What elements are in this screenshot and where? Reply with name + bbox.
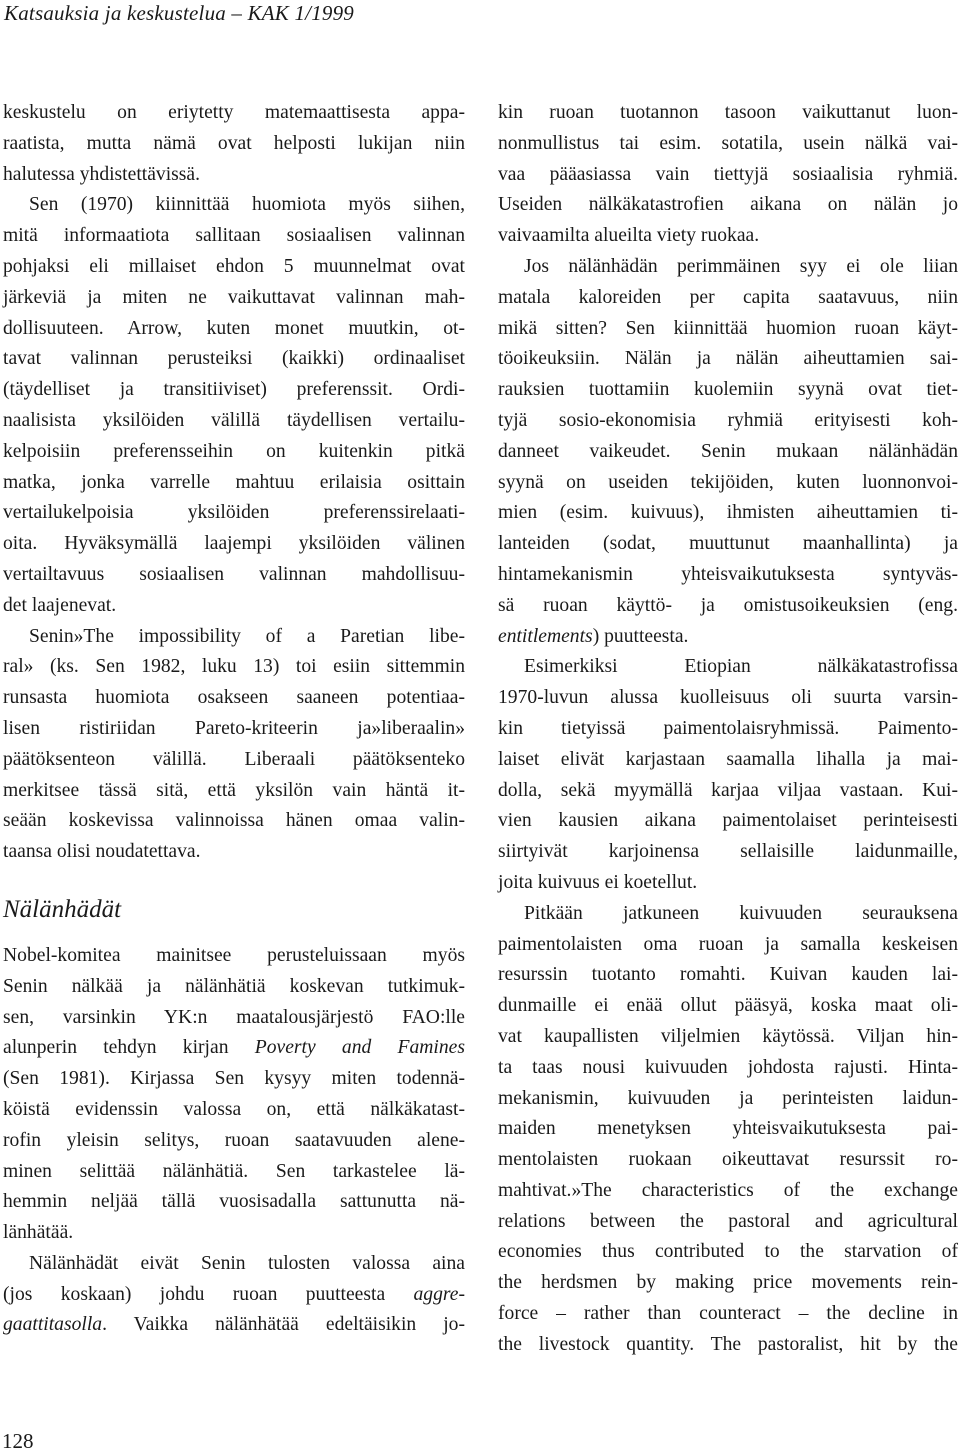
page-number: 128 bbox=[2, 1429, 34, 1453]
text-line: vertailukelpoisia yksilöiden preferenssirelaati- bbox=[3, 502, 465, 524]
text-line: danneet vaikeudet. Senin mukaan nälänhädän bbox=[498, 440, 958, 462]
text-line: vaa pääasiassa vain tiettyjä sosiaalisia ryhmiä. bbox=[498, 163, 958, 185]
book-title: Poverty and Famines bbox=[254, 1037, 465, 1059]
text-line: minen selittää nälänhätiä. Sen tarkastelee lä- bbox=[3, 1160, 465, 1182]
text-line: vaivaamilta alueilta viety ruokaa. bbox=[498, 225, 760, 247]
text-line: Senin»The impossibility of a Paretian libe- bbox=[29, 625, 465, 647]
text-line: raatista, mutta nämä ovat helposti lukijan niin bbox=[3, 132, 465, 154]
text-line: relations between the pastoral and agricultural bbox=[498, 1210, 958, 1232]
text-line: ral» (ks. Sen 1982, luku 13) toi esiin sittemmin bbox=[3, 656, 465, 678]
text-line: töoikeuksiin. Nälän ja nälän aiheuttamien sai- bbox=[498, 348, 958, 370]
text-line: kelpoisiin preferensseihin on kuitenkin pitkä bbox=[3, 440, 465, 462]
text-line: sen, varsinkin YK:n maatalousjärjestö FAO:lle bbox=[3, 1006, 465, 1028]
text-line: matala kaloreiden per capita saatavuus, niin bbox=[498, 286, 958, 308]
text-line: dollisuuteen. Arrow, kuten monet muutkin, ot- bbox=[3, 317, 465, 339]
text-line: mentolaisten ruokaan oikeuttavat resurssit ro- bbox=[498, 1149, 958, 1171]
text-line: kin ruoan tuotannon tasoon vaikuttanut luon- bbox=[498, 102, 958, 123]
paragraph-continuation bbox=[498, 98, 958, 252]
text-line: järkeviä ja miten ne vaikuttavat valinnan mah- bbox=[3, 286, 465, 308]
text-line: mien (esim. kuivuus), ihmisten aiheuttamien ti- bbox=[498, 502, 958, 524]
emphasis-text: aggre- bbox=[413, 1283, 465, 1305]
text-line: hemmin neljää tällä vuosisadalla sattunutta nä- bbox=[3, 1191, 465, 1213]
paragraph-entitlements bbox=[498, 252, 958, 652]
text-line: tavat valinnan perusteiksi (kaikki) ordinaaliset bbox=[3, 348, 465, 370]
text-line: mitä informaatiota sallitaan sosiaalisen valinnan bbox=[3, 225, 465, 247]
paragraph-information bbox=[3, 190, 465, 621]
emphasis-text: entitlements bbox=[498, 625, 593, 647]
text-line: mikä sitten? Sen kiinnittää huomion ruoan käyt- bbox=[498, 317, 958, 339]
right-column bbox=[498, 98, 958, 1361]
text-line bbox=[3, 1280, 465, 1311]
text-line: laiset elivät karjastaan saamalla lihalla ja mai- bbox=[498, 748, 958, 770]
text-line: dolla, sekä myymällä karjaa viljaa vastaan. Kui- bbox=[498, 779, 958, 801]
text-line: vien kausien aikana paimentolaiset perinteisesti bbox=[498, 810, 958, 832]
text-line: oita. Hyväksymällä laajempi yksilöiden välinen bbox=[3, 533, 465, 555]
text-line: Useiden nälkäkatastrofien aikana on nälän jo bbox=[498, 194, 958, 216]
text-line: (täydelliset ja transitiiviset) preferenssit. Ordi- bbox=[3, 379, 465, 401]
text-line: joita kuivuus ei koetellut. bbox=[498, 871, 698, 893]
text-line: vat kaupallisten viljelmien käytössä. Viljan hin- bbox=[498, 1025, 958, 1047]
text-line: force – rather than counteract – the decline in bbox=[498, 1303, 958, 1325]
text-line: the herdsmen by making price movements rein- bbox=[498, 1272, 958, 1294]
text-line bbox=[3, 1033, 465, 1064]
text-line: hintamekanismin yhteisvaikutuksesta syntyväs- bbox=[498, 563, 958, 585]
text-line: vertailtavuus sosiaalisen valinnan mahdollisuu- bbox=[3, 563, 465, 585]
running-header: Katsauksia ja keskustelua – KAK 1/1999 bbox=[4, 1, 354, 25]
text-line: mahtivat.»The characteristics of the exchange bbox=[498, 1179, 958, 1201]
text-line: siirtyivät karjoinensa sellaisille laidunmaille, bbox=[498, 841, 958, 863]
text-line: runsasta huomiota osakseen saaneen potentiaa- bbox=[3, 687, 465, 709]
text-line: ta taas nousi kuivuuden johdosta rajusti. Hinta- bbox=[498, 1056, 958, 1078]
text-line: resurssin tuotanto romahti. Kuivan kauden lai- bbox=[498, 964, 958, 986]
text-line: Nälänhädät eivät Senin tulosten valossa aina bbox=[29, 1252, 465, 1274]
paragraph-paretian-liberal bbox=[3, 622, 465, 868]
text-line: Pitkään jatkuneen kuivuuden seurauksena bbox=[524, 902, 958, 924]
text-line: (Sen 1981). Kirjassa Sen kysyy miten todennä- bbox=[3, 1068, 465, 1090]
text-fragment: alunperin tehdyn kirjan bbox=[3, 1037, 255, 1059]
text-line: Sen (1970) kiinnittää huomiota myös siihen, bbox=[29, 194, 465, 216]
text-line: lisen ristiriidan Pareto-kriteerin ja»liberaalin» bbox=[3, 717, 465, 739]
text-line: maiden menetyksen yhteisvaikutuksesta pai- bbox=[498, 1118, 958, 1140]
text-line: köistä evidenssin valossa on, että nälkäkatast- bbox=[3, 1098, 465, 1120]
section-heading: Nälänhädät bbox=[3, 895, 122, 923]
text-line: tyjä sosio-ekonomisia ryhmiä erityisesti koh- bbox=[498, 409, 958, 431]
text-line: paimentolaisten oma ruoan ja samalla keskeisen bbox=[498, 933, 958, 955]
text-line: sä ruoan käyttö- ja omistusoikeuksien (eng. bbox=[498, 594, 958, 616]
paragraph-intro bbox=[3, 98, 465, 190]
text-line: syynä on useiden tekijöiden, kuten luonnonvoi- bbox=[498, 471, 958, 493]
text-fragment: (jos koskaan) johdu ruoan puutteesta bbox=[3, 1283, 414, 1305]
emphasis-text: gaattitasolla bbox=[3, 1314, 103, 1336]
text-line bbox=[498, 622, 958, 653]
text-line: the livestock quantity. The pastoralist, hit by the bbox=[498, 1333, 958, 1355]
text-line: mekanismin, kuivuuden ja perinteisten laidun- bbox=[498, 1087, 958, 1109]
paragraph-nobel-committee bbox=[3, 941, 465, 1249]
text-line: rauksien tuottamiin kuolemiin syynä ovat tiet- bbox=[498, 379, 958, 401]
text-line bbox=[3, 1310, 465, 1341]
text-line: economies thus contributed to the starvation of bbox=[498, 1241, 958, 1263]
text-line: dunmaille ei enää ollut pääsyä, koska maat oli- bbox=[498, 995, 958, 1017]
text-fragment: . Vaikka nälänhätää edeltäisikin jo- bbox=[102, 1314, 465, 1336]
text-line: nonmullistus tai esim. sotatila, usein nälkä vai- bbox=[498, 132, 958, 154]
text-line: kin tietyissä paimentolaisryhmissä. Paimento- bbox=[498, 717, 958, 739]
text-line: matka, jonka varrelle mahtuu erilaisia osittain bbox=[3, 471, 465, 493]
text-line: pohjaksi eli millaiset ehdon 5 muunnelmat ovat bbox=[3, 255, 465, 277]
text-line: länhätää. bbox=[3, 1222, 74, 1244]
text-line: Nobel-komitea mainitsee perusteluissaan myös bbox=[3, 944, 465, 966]
text-line: keskustelu on eriytetty matemaattisesta appa- bbox=[3, 102, 465, 123]
text-line: Jos nälänhädän perimmäinen syy ei ole liian bbox=[524, 255, 958, 277]
text-line: rofin yleisin selitys, ruoan saatavuuden alene- bbox=[3, 1129, 465, 1151]
text-line: halutessa yhdistettävissä. bbox=[3, 163, 200, 185]
text-line: taansa olisi noudatettava. bbox=[3, 841, 201, 863]
text-fragment: ) puutteesta. bbox=[592, 625, 689, 647]
paragraph-drought bbox=[498, 899, 958, 1361]
left-column bbox=[3, 98, 465, 1341]
paragraph-ethiopia bbox=[498, 652, 958, 898]
text-line: naalisista yksilöiden välillä täydellisen vertailu- bbox=[3, 409, 465, 431]
text-line: merkitsee tässä sitä, että yksilön vain häntä it- bbox=[3, 779, 465, 801]
text-line: Senin nälkää ja nälänhätiä koskevan tutkimuk- bbox=[3, 975, 465, 997]
text-line: lanteiden (sodat, muuttunut maanhallinta) ja bbox=[498, 533, 958, 555]
text-line: det laajenevat. bbox=[3, 594, 117, 616]
paragraph-famine-causes bbox=[3, 1249, 465, 1341]
text-line: 1970-luvun alussa kuolleisuus oli suurta varsin- bbox=[498, 687, 958, 709]
text-line: päätöksenteon välillä. Liberaali päätöksenteko bbox=[3, 748, 465, 770]
text-line: Esimerkiksi Etiopian nälkäkatastrofissa bbox=[524, 656, 958, 678]
text-line: seään koskevissa valinnoissa hänen omaa valin- bbox=[3, 810, 465, 832]
